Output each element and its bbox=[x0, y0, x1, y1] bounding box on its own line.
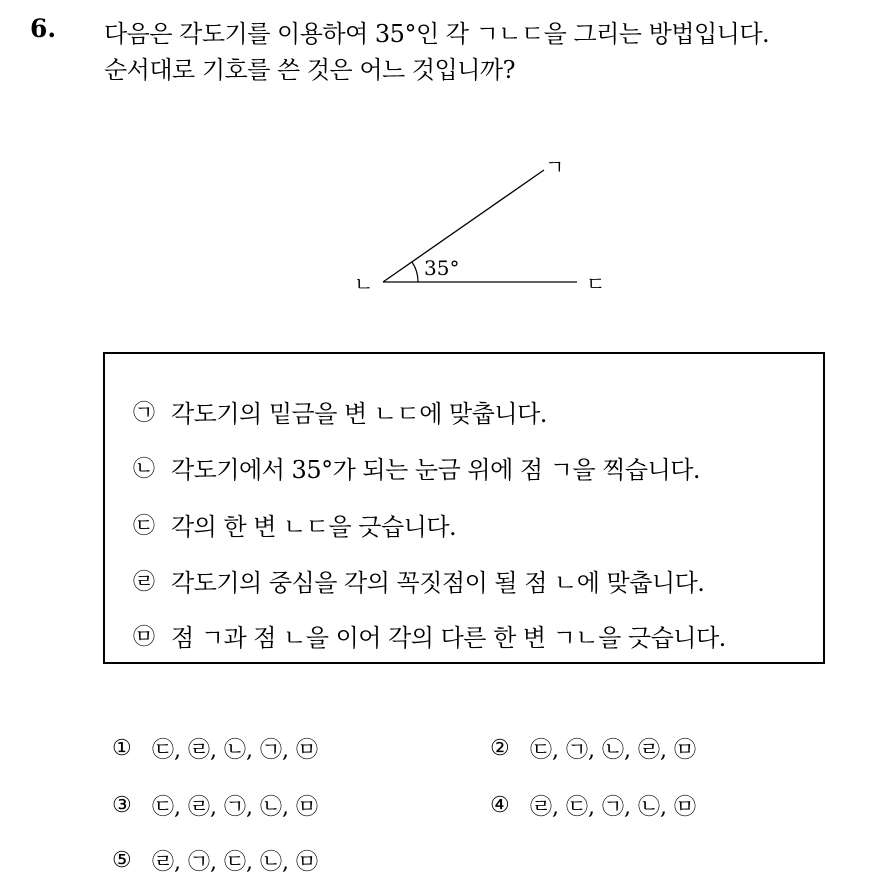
choice-text: ㉣, ㉢, ㉠, ㉡, ㉤ bbox=[530, 795, 696, 820]
choice-number: ⑤ bbox=[112, 848, 132, 873]
vertex-label-left: ㄴ bbox=[354, 272, 374, 296]
answer-choice-2[interactable] bbox=[490, 733, 696, 764]
answer-choice-5[interactable] bbox=[112, 845, 318, 876]
ray-ba bbox=[383, 170, 544, 282]
step-item-5 bbox=[133, 618, 726, 653]
step-marker: ㉠ bbox=[133, 401, 155, 426]
choice-text: ㉢, ㉠, ㉡, ㉣, ㉤ bbox=[530, 738, 696, 763]
answer-choice-4[interactable] bbox=[490, 790, 696, 821]
choice-number: ④ bbox=[490, 793, 510, 818]
question-number: 6. bbox=[30, 14, 57, 43]
angle-diagram bbox=[340, 150, 630, 300]
angle-label: 35° bbox=[424, 256, 460, 280]
step-item-3 bbox=[133, 507, 456, 542]
question-text-line-1: 다음은 각도기를 이용하여 35°인 각 ㄱㄴㄷ을 그리는 방법입니다. bbox=[104, 20, 770, 48]
step-item-1 bbox=[133, 394, 547, 429]
choice-number: ② bbox=[490, 736, 510, 761]
answer-choice-1[interactable] bbox=[112, 733, 318, 764]
answer-choice-3[interactable] bbox=[112, 790, 318, 821]
step-item-2 bbox=[133, 450, 700, 485]
vertex-label-top: ㄱ bbox=[545, 155, 565, 179]
step-text: 각도기의 중심을 각의 꼭짓점이 될 점 ㄴ에 맞춥니다. bbox=[171, 569, 705, 597]
angle-arc bbox=[412, 262, 418, 282]
step-marker: ㉡ bbox=[133, 457, 155, 482]
step-marker: ㉤ bbox=[133, 625, 155, 650]
choice-text: ㉢, ㉣, ㉠, ㉡, ㉤ bbox=[152, 795, 318, 820]
steps-box bbox=[103, 352, 825, 664]
step-item-4 bbox=[133, 563, 704, 598]
choice-text: ㉣, ㉠, ㉢, ㉡, ㉤ bbox=[152, 850, 318, 875]
choice-number: ① bbox=[112, 736, 132, 761]
step-marker: ㉢ bbox=[133, 514, 155, 539]
step-text: 각도기에서 35°가 되는 눈금 위에 점 ㄱ을 찍습니다. bbox=[171, 456, 701, 484]
step-marker: ㉣ bbox=[133, 570, 155, 595]
choice-number: ③ bbox=[112, 793, 132, 818]
angle-figure bbox=[340, 150, 630, 300]
question-text-line-2: 순서대로 기호를 쓴 것은 어느 것입니까? bbox=[104, 56, 515, 84]
vertex-label-right: ㄷ bbox=[586, 272, 606, 296]
step-text: 각의 한 변 ㄴㄷ을 긋습니다. bbox=[171, 513, 457, 541]
step-text: 각도기의 밑금을 변 ㄴㄷ에 맞춥니다. bbox=[171, 400, 547, 428]
step-text: 점 ㄱ과 점 ㄴ을 이어 각의 다른 한 변 ㄱㄴ을 긋습니다. bbox=[171, 624, 726, 652]
choice-text: ㉢, ㉣, ㉡, ㉠, ㉤ bbox=[152, 738, 318, 763]
